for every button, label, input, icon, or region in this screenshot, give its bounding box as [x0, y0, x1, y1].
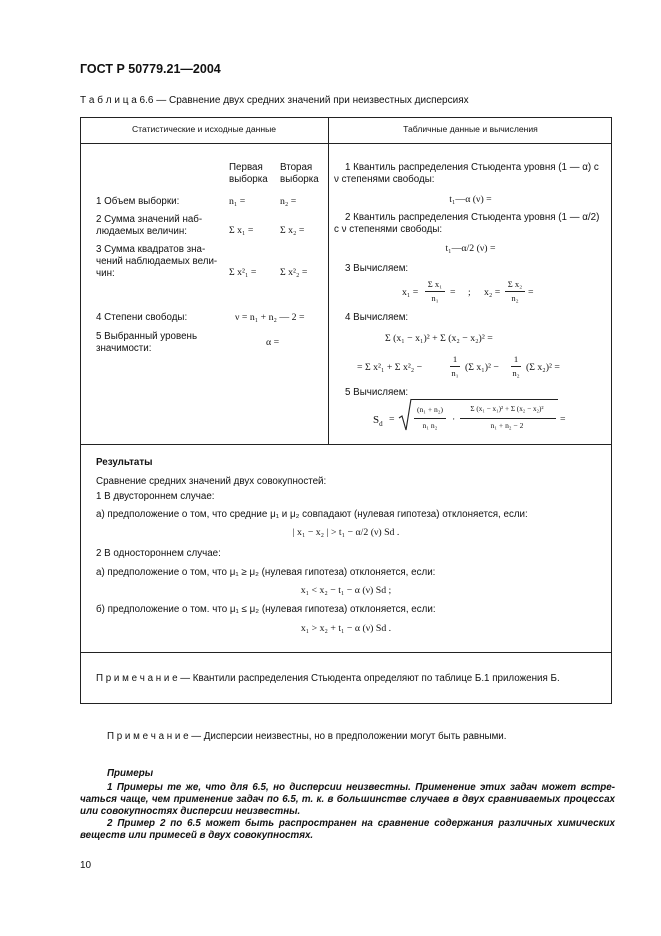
formula-symbol: S	[373, 414, 380, 426]
formula: =	[528, 287, 534, 298]
results-text: б) предположение о том. что μ₁ ≤ μ₂ (нулевая гипотеза) отклоняется, если:	[96, 604, 436, 615]
results-text: а) предположение о том, что μ₁ ≥ μ₂ (нулевая гипотеза) отклоняется, если:	[96, 567, 436, 578]
row-label: чин:	[96, 268, 115, 279]
formula: =	[560, 414, 566, 425]
row-value: Σ x₂ =	[280, 225, 305, 236]
formula	[373, 414, 383, 428]
row-value: Σ x²₁ =	[229, 267, 257, 278]
table-divider	[80, 143, 612, 144]
row-value: n₁ =	[229, 196, 246, 207]
formula: x₁ =	[402, 287, 419, 298]
formula: t₁—α/2 (ν) =	[445, 243, 496, 254]
sample1-header: Первая выборка	[229, 162, 268, 185]
item-text: ν степенями свободы:	[334, 174, 435, 185]
example-line: или совокупностях дисперсии неизвестны.	[80, 806, 301, 817]
radical-bar	[411, 399, 558, 401]
row-label: чений наблюдаемых вели-	[96, 256, 218, 267]
fraction-numerator: Σ (x₁ − x₁)² + Σ (x₂ − x₂)²	[470, 405, 544, 413]
example-line: 2 Пример 2 по 6.5 может быть распространен на сравнение содержания различных химических	[107, 818, 615, 829]
item-text: 1 Квантиль распределения Стьюдента уровня (1 — α) с	[345, 162, 599, 173]
formula: t₁—α (ν) =	[449, 194, 492, 205]
formula-subscript: d	[379, 420, 383, 429]
fraction-denominator: n₁ + n₂ − 2	[490, 421, 524, 430]
formula: = Σ x²₁ + Σ x²₂ −	[357, 362, 423, 373]
document-code: ГОСТ Р 50779.21—2004	[80, 62, 221, 76]
fraction-numerator: (n₁ + n₂)	[416, 405, 444, 414]
row-value: α =	[266, 337, 280, 348]
example-line: 1 Примеры те же, что для 6.5, но дисперсии неизвестны. Применение этих задач может встре-	[107, 782, 615, 793]
row-value: ν = n₁ + n₂ — 2 =	[235, 312, 305, 323]
fraction-bar	[450, 366, 460, 367]
row-label: 4 Степени свободы:	[96, 312, 188, 323]
fraction-denominator: n₂	[511, 293, 519, 303]
formula: (Σ x₂)² =	[526, 362, 560, 373]
results-text: 2 В одностороннем случае:	[96, 548, 221, 559]
row-value: n₂ =	[280, 196, 297, 207]
row-label: 5 Выбранный уровень	[96, 331, 198, 342]
fraction-numerator: Σ x₂	[507, 279, 523, 289]
formula: =	[389, 414, 395, 425]
fraction-denominator: n₁	[431, 293, 439, 303]
row-label: 1 Объем выборки:	[96, 196, 180, 207]
row-label: 3 Сумма квадратов зна-	[96, 244, 206, 255]
sample2-header: Вторая выборка	[280, 162, 319, 185]
fraction-denominator: n₁ n₂	[422, 421, 438, 430]
row-label: людаемых величин:	[96, 226, 187, 237]
row-value: Σ x²₂ =	[280, 267, 308, 278]
row-label: 2 Сумма значений наб-	[96, 214, 203, 225]
row-value: Σ x₁ =	[229, 225, 254, 236]
fraction-denominator: n₁	[451, 368, 459, 378]
formula: (Σ x₁)² −	[465, 362, 499, 373]
results-title: Результаты	[96, 457, 153, 468]
formula: x₁ > x₂ + t₁ − α (ν) Sd .	[300, 623, 392, 634]
fraction-bar	[425, 291, 445, 292]
radical-sign-icon	[398, 398, 412, 432]
results-text: а) предположение о том, что средние μ₁ и μ₂ совпадают (нулевая гипотеза) отклоняется, если:	[96, 509, 528, 520]
example-line: веществ или примесей в двух совокупностях.	[80, 830, 314, 841]
item-text: 5 Вычисляем:	[345, 387, 409, 398]
fraction-numerator: 1	[513, 354, 519, 364]
table-caption: Т а б л и ц а 6.6 — Сравнение двух средних значений при неизвестных дисперсиях	[80, 95, 469, 106]
results-text: 1 В двустороннем случае:	[96, 491, 215, 502]
table-note: П р и м е ч а н и е — Квантили распределения Стьюдента определяют по таблице Б.1 приложения Б.	[96, 673, 560, 684]
table-divider	[328, 117, 329, 444]
row-label: значимости:	[96, 343, 152, 354]
note: П р и м е ч а н и е — Дисперсии неизвестны, но в предположении могут быть равными.	[107, 731, 507, 742]
example-line: чаться чаще, чем применение задач по 6.5, т. к. в большинстве случаев в двух сравниваемых процессах	[80, 794, 615, 805]
column-header-right: Табличные данные и вычисления	[403, 124, 538, 134]
formula: x₁ < x₂ − t₁ − α (ν) Sd ;	[300, 585, 392, 596]
formula: ;	[468, 287, 471, 298]
fraction-numerator: Σ x₁	[427, 279, 443, 289]
item-text: 4 Вычисляем:	[345, 312, 409, 323]
formula: Σ (x₁ − x₁)² + Σ (x₂ − x₂)² =	[385, 333, 493, 344]
column-header-left: Статистические и исходные данные	[131, 124, 277, 134]
fraction-bar	[511, 366, 521, 367]
formula: ·	[452, 414, 456, 425]
fraction-numerator: 1	[452, 354, 458, 364]
formula: =	[450, 287, 456, 298]
item-text: 3 Вычисляем:	[345, 263, 409, 274]
examples-title: Примеры	[107, 768, 154, 779]
results-text: Сравнение средних значений двух совокупностей:	[96, 476, 327, 487]
fraction-denominator: n₂	[512, 368, 520, 378]
table-divider	[80, 444, 612, 445]
item-text: с ν степенями свободы:	[334, 224, 443, 235]
formula: | x₁ − x₂ | > t₁ − α/2 (ν) Sd .	[292, 527, 400, 538]
item-text: 2 Квантиль распределения Стьюдента уровня (1 — α/2)	[345, 212, 600, 223]
formula: x₂ =	[484, 287, 501, 298]
page-number: 10	[80, 860, 92, 871]
fraction-bar	[460, 418, 556, 419]
table-divider	[80, 652, 612, 653]
fraction-bar	[414, 418, 446, 419]
fraction-bar	[505, 291, 525, 292]
